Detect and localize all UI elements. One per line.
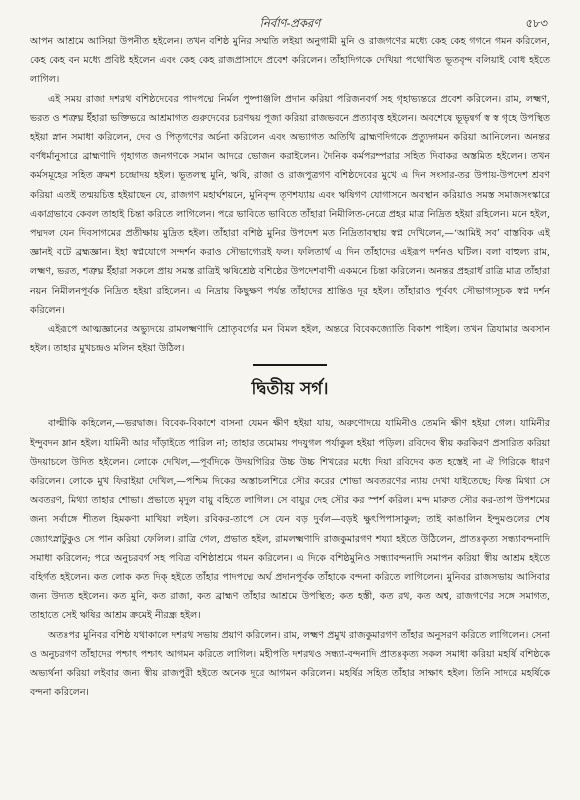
paragraph-5: অতঃপর মুনিবর বশিষ্ঠ যথাকালে দশরথ সভায় প্রয়াণ করিলেন। রাম, লক্ষ্মণ প্রমুখ রাজকুমারগণ তাঁহার অনুসরণ করিতে লাগিলেন। সেনা ও অনুচরগণ তাঁহাদের পশ্চাৎ পশ্চাৎ আগমন করিতে লাগিল। মহীপতি দশরথও সন্ধ্যা-বন্দনাদি প্রাতঃকৃত্য সকল সমাধা করিয়া মহর্ষি বশিষ্ঠকে অভ্যর্থনা করিয়া লইবার জন্য স্বীয় রাজপুরী হইতে অনেক দূরে আগমন করিলেন। মহর্ষির সহিত তাঁহার সাক্ষাৎ হইল। তিনি সাদরে মহর্ষিকে বন্দনা করিলেন।: [30, 629, 550, 699]
running-title: নির্বাণ-প্রকরণ: [259, 16, 321, 30]
section-divider: [253, 364, 327, 366]
paragraph-1: আপন আশ্রমে আসিয়া উপনীত হইলেন। তখন বশিষ্ঠ মুনির সম্মতি লইয়া অনুগামী মুনি ও রাজগণের মধ্যে কেহ কেহ গগনে গমন করিলেন, কেহ কেহ বন মধ্যে প্রবিষ্ট হইলেন এবং কেহ কেহ রাজপ্রাসাদে প্রবেশ করিলেন। তাঁহাদিগকে দেখিয়া পথোখিত ভূতবৃন্দ বলিয়াই বোধ হইতে লাগিল।: [30, 36, 550, 86]
paragraph-2: এই সময় রাজা দশরথ বশিষ্ঠদেবের পাদপদ্মে নির্মল পুষ্পাঞ্জলি প্রদান করিয়া পরিজনবর্গ সহ গৃহাভ্যন্তরে প্রবেশ করিলেন। রাম, লক্ষ্মণ, ভরত ও শত্রুঘ্ন ইঁহারা ভক্তিভরে আশ্রমাগত গুরুদেবের চরণদ্বয় পূজা করিয়া রাজভবনে প্রত্যাবৃত্ত হইলেন। অবশেষে ভূভৃন্বর্গ স্ব স্ব গৃহে উপস্থিত হইয়া স্নান সমাধা করিলেন, দেব ও পিতৃগণের অর্চনা করিলেন এবং অভ্যাগত অতিথি ব্রাহ্মণদিগকে প্রত্যুদ্গমন করিয়া আনিলেন। অনন্তর বর্ণধর্মানুসারে ব্রাহ্মণাদি গৃহাগত জনগণকে সমান আদরে ভোজন করাইলেন। দৈনিক কর্মপরম্পরার সহিত দিবাকর অস্তমিত হইলেন। তখন কর্মসমূহের সহিত ক্রমশ চন্দ্রোদয় হইল। ভূতলস্থ মুনি, ঋষি, রাজা ও রাজপুত্রগণ বশিষ্ঠদেবের মুখে এ দিন সংসার-তর উপায়-উপদেশ শ্রবণ করিয়া এতই তন্ময়চিত্ত হইয়াছেন যে, রাজগণ মহার্ঘশয়নে, মুনিবৃন্দ তৃণশয্যায় এবং ঋষিগণ যোগাসনে অবস্থান করিয়াও সমস্ত সমাজসংস্কারে একাগ্রভাবে কেবল তাহাই চিন্তা করিতে লাগিলেন। পরে ভাবিতে ভাবিতে তাঁহারা নিমীলিত-নেত্রে প্রহর মাত্র নিদ্রিত হইয়া রহিলেন। মনে হইল, পদ্মদল যেন দিবসাগমের প্রতীক্ষায় মুদ্রিত হইল। তাঁহারা বশিষ্ঠ মুনির উপদেশ মত নিদ্রিতাবস্থায় স্বপ্ন দেখিলেন,—‘আমিই সব’ বাস্তবিক এই জ্ঞানই বটে ব্রহ্মজ্ঞান। ইহা স্বপ্নযোগে সন্দর্শন করাও সৌভাগ্যেরই ফল। ফলিতার্থ এ দিন তাঁহাদের এইরূপ দর্শনও ঘটিল। বলা বাহুল্য রাম, লক্ষ্মণ, ভরত, শত্রুঘ্ন ইঁহারা সকলে প্রায় সমস্ত রাত্রিই ঋষিশ্রেষ্ঠ বশিষ্ঠের উপদেশবাণী একমনে চিন্তা করিলেন। অনন্তর প্রহরার্ধ রাত্রি মাত্র তাঁহারা নয়ন নিমীলনপূর্বক নিদ্রিত হইয়া রহিলেন। এ নিদ্রায় কিছুক্ষণ পর্যন্ত তাঁহাদের শ্রান্তিও দূর হইল। তাঁহারাও পূর্ববৎ সৌভাগ্যসূচক স্বপ্ন দর্শন করিলেন।: [30, 93, 550, 316]
paragraph-3: এইরূপে আত্মজ্ঞানের অভ্যুদয়ে রামলক্ষ্মণাদি শ্রোতৃবর্গের মন বিমল হইল, অন্তরে বিবেকজ্যোতি বিকাশ পাইল। তখন ত্রিযামার অবসান হইল। তাহার মুখচন্দ্রও মলিন হইয়া উঠিল।: [30, 324, 550, 355]
section-heading: [30, 364, 550, 404]
section-title: দ্বিতীয় সর্গ।: [251, 379, 329, 400]
running-header: [30, 12, 550, 32]
page-number: ৫৮৩: [525, 16, 548, 30]
paragraph-4: বাল্মীকি কহিলেন,—ভরদ্বাজ। বিবেক-বিকাশে বাসনা যেমন ক্ষীণ হইয়া যায়, অরুণোদয়ে যামিনীও তেমনি ক্ষীণ হইয়া গেল। যামিনীর ইন্দুবদন ম্লান হইল। যামিনী আর দাঁড়াইতে পারিল না; তাহার তমোময় পদযুগল পর্যাকুল হইয়া পড়িল। রবিদেব স্বীয় করকিরণ প্রসারিত করিয়া উদয়াচলে উদিত হইলেন। লোকে দেখিল,—পূর্বদিকে উদয়গিরির উচ্চ উচ্চ শিখরের মধ্যে দিয়া রবিদেব কত হস্তেই না ঐ গিরিকে ধারণ করিলেন। লোকে মুখ ফিরাইয়া দেখিল,—পশ্চিম দিকের অস্তাচলশিরে সৌর করের শোভা অবতরণের ন্যায় দেখা যাইতেছে; ফিন্ত মিথ্যা সে অবতরণ, মিথ্যা তাহার শোভা। প্রভাতে মৃদুল বায়ু বহিতে লাগিল। সে বায়ুর দেহ সৌর কর স্পর্শ করিল। মন্দ মারুত সৌর কর-তাপ উপশমের জন্য সর্বাঙ্গে শীতল হিমকণা মাখিয়া লইল। রবিকর-তাপে সে যেন বড় দুর্বল—বড়ই ক্ষুৎপিপাসাকুল; তাই কাঙালিন ইন্দুমণ্ডলের শেষ জ্যোৎস্নাটুকুও সে পান করিয়া ফেলিল। রাত্রি গেল, প্রভাত হইল, রামলক্ষ্মণাদি রাজকুমারগণ শয্যা হইতে উঠিলেন, প্রাতঃকৃত্য সন্ধ্যাবন্দনাদি সমাধা করিলেন; পরে অনুচরবর্গ সহ পবিত্র বশিষ্ঠাশ্রমে গমন করিলেন। এ দিকে বশিষ্ঠমুনিও সন্ধ্যাবন্দনাদি সমাপন করিয়া স্বীয় আশ্রম হইতে বহির্গত হইলেন। কত লোক কত দিক্ হইতে তাঁহার পাদপদ্মে অর্ঘ প্রদানপূর্বক তাঁহাকে বন্দনা করিতে লাগিলেন। মুনিবর রাজসভায় আসিবার জন্য উদ্যত হইলেন। কত মুনি, কত রাজা, কত ব্রাহ্মণ তাঁহার আশ্রমে উপস্থিত; কত হস্তী, কত রথ, কত অশ্ব, রাজগণের সঙ্গে সমাগত, তাহাতে সেই ঋষির আশ্রম ক্রমেই নীরন্ধ্র হইল।: [30, 418, 550, 622]
